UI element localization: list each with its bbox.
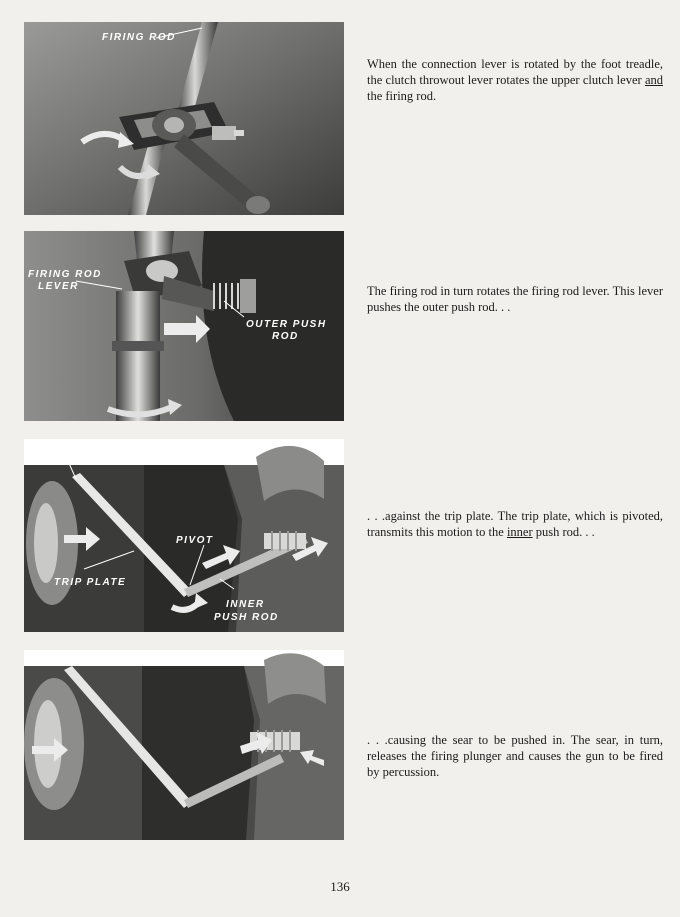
firing-rod-illustration: [24, 22, 344, 215]
caption-trip-plate: [367, 508, 663, 540]
caption-firing-rod-lever: [367, 283, 663, 315]
label-outer-push-rod-2: ROD: [272, 331, 299, 342]
label-pivot-top: PIVOT: [58, 451, 96, 462]
label-firing-rod-lever-2: LEVER: [38, 281, 79, 292]
caption-3-text: . . .against the trip plate. The trip plate, which is pivoted, transmits this motion to the: [367, 509, 663, 539]
photo-trip-plate: [24, 439, 344, 632]
caption-sear: [367, 732, 663, 780]
page-number: 136: [330, 879, 350, 894]
label-trip-plate: TRIP PLATE: [54, 577, 127, 588]
photo-firing-rod-lever: [24, 231, 344, 421]
caption-3-underlined: inner: [506, 525, 533, 539]
label-inner-push-rod-2: PUSH ROD: [214, 612, 279, 623]
caption-4-text: . . .causing the sear to be pushed in. The sear, in turn, releases the firing plunger and causes the gun to be fired by percussion.: [367, 733, 663, 779]
label-pivot-center: PIVOT: [176, 535, 214, 546]
photo-firing-rod: [24, 22, 344, 215]
label-outer-push-rod-1: OUTER PUSH: [246, 319, 327, 330]
caption-1-underlined: and: [644, 73, 663, 87]
caption-1-text: When the connection lever is rotated by the foot treadle, the clutch throwout lever rotates the upper clutch lever: [367, 57, 663, 87]
caption-2-text: The firing rod in turn rotates the firing rod lever. This lever pushes the outer push rod. . .: [367, 284, 663, 314]
photo-sear: [24, 650, 344, 840]
label-firing-rod-lever-1: FIRING ROD: [28, 269, 102, 280]
caption-3-text-end: push rod. . .: [532, 525, 595, 539]
label-firing-rod: FIRING ROD: [102, 32, 176, 43]
firing-rod-lever-illustration: [24, 231, 344, 421]
caption-connection-lever: [367, 56, 663, 104]
label-inner-push-rod-1: INNER: [226, 599, 265, 610]
trip-plate-illustration: [24, 439, 344, 632]
sear-illustration: [24, 650, 344, 840]
caption-1-text-end: the firing rod.: [367, 89, 437, 103]
